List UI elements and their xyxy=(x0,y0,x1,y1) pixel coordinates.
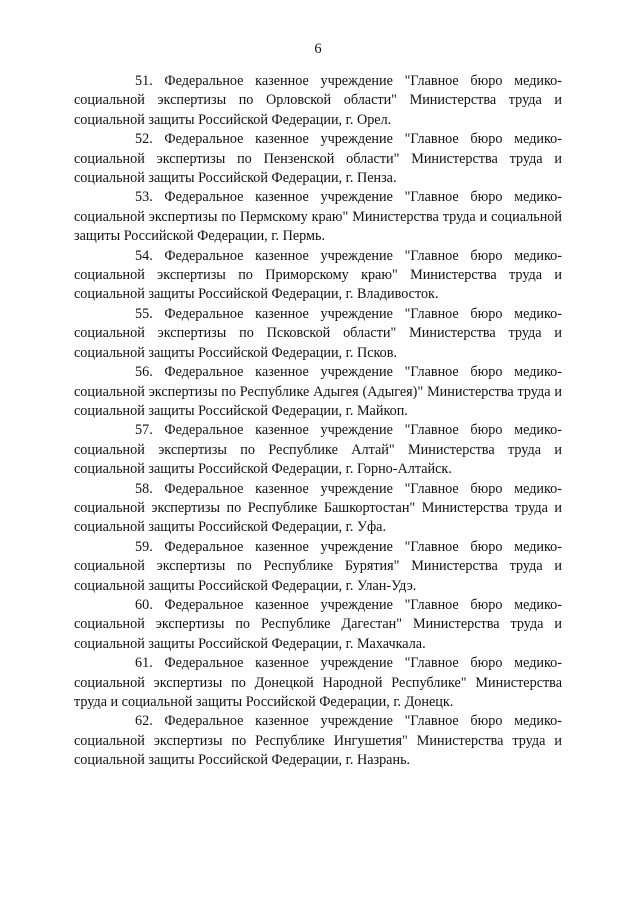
list-item: 61. Федеральное казенное учреждение "Главное бюро медико-социальной экспертизы по Донецкой Народной Республике" Министерства труда и социальной защиты Российской Федерации, г. Донецк. xyxy=(74,655,562,710)
list-item: 54. Федеральное казенное учреждение "Главное бюро медико-социальной экспертизы по Приморскому краю" Министерства труда и социальной защиты Российской Федерации, г. Владивосток. xyxy=(74,247,562,303)
page-number: 6 xyxy=(314,41,322,57)
list-item: 57. Федеральное казенное учреждение "Главное бюро медико-социальной экспертизы по Республике Алтай" Министерства труда и социальной защиты Российской Федерации, г. Горно-Алтайск. xyxy=(74,422,562,478)
list-item: 53. Федеральное казенное учреждение "Главное бюро медико-социальной экспертизы по Пермскому краю" Министерства труда и социальной защиты Российской Федерации, г. Пермь. xyxy=(74,189,562,245)
list-item: 51. Федеральное казенное учреждение "Главное бюро медико-социальной экспертизы по Орловской области" Министерства труда и социальной защиты Российской Федерации, г. Орел. xyxy=(74,73,562,128)
list-item: 55. Федеральное казенное учреждение "Главное бюро медико-социальной экспертизы по Псковской области" Министерства труда и социальной защиты Российской Федерации, г. Псков. xyxy=(74,305,562,361)
list-item: 56. Федеральное казенное учреждение "Главное бюро медико-социальной экспертизы по Республике Адыгея (Адыгея)" Министерства труда и социальной защиты Российской Федерации, г. Майкоп. xyxy=(74,364,562,419)
institution-list xyxy=(74,72,562,771)
list-item: 62. Федеральное казенное учреждение "Главное бюро медико-социальной экспертизы по Республике Ингушетия" Министерства труда и социальной защиты Российской Федерации, г. Назрань. xyxy=(74,713,562,769)
list-item: 58. Федеральное казенное учреждение "Главное бюро медико-социальной экспертизы по Республике Башкортостан" Министерства труда и социальной защиты Российской Федерации, г. Уфа. xyxy=(74,480,562,536)
list-item: 60. Федеральное казенное учреждение "Главное бюро медико-социальной экспертизы по Республике Дагестан" Министерства труда и социальной защиты Российской Федерации, г. Махачкала. xyxy=(74,596,562,652)
list-item: 52. Федеральное казенное учреждение "Главное бюро медико-социальной экспертизы по Пензенской области" Министерства труда и социальной защиты Российской Федерации, г. Пенза. xyxy=(74,131,562,187)
list-item: 59. Федеральное казенное учреждение "Главное бюро медико-социальной экспертизы по Республике Бурятия" Министерства труда и социальной защиты Российской Федерации, г. Улан-Удэ. xyxy=(74,538,562,594)
